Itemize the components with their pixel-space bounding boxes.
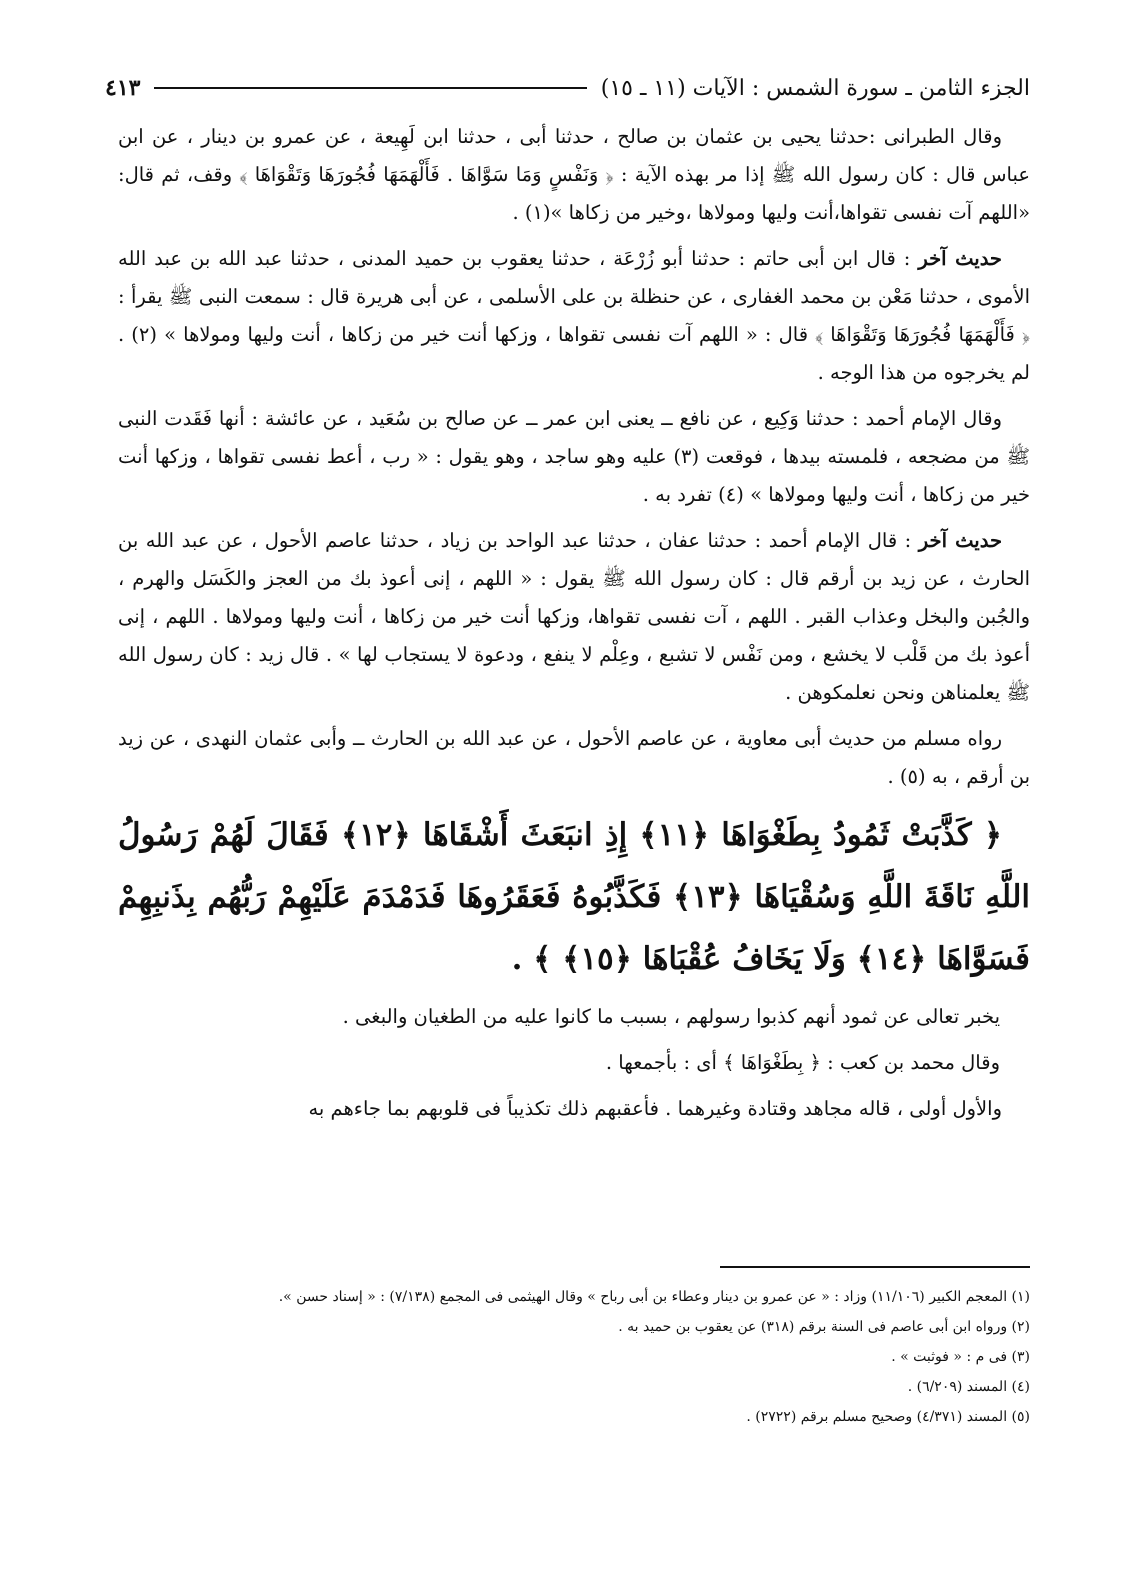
paragraph-text: رواه مسلم من حديث أبى معاوية ، عن عاصم الأحول ، عن عبد الله بن الحارث ــ وأبى عثمان النهدى ، عن زيد بن أرقم ، به (٥) .: [118, 727, 1030, 788]
paragraph-text: : قال الإمام أحمد : حدثنا عفان ، حدثنا عبد الواحد بن زياد ، حدثنا عاصم الأحول ، عن عبد الله بن الحارث ، عن زيد بن أرقم قال : كان رسول الله ﷺ يقول : « اللهم ، إنى أعوذ بك من العجز والكَسَل والهرم ، والجُبن والبخل وعذاب القبر . اللهم ، آت نفسى تقواها، وزكها أنت خير من زكاها ، أنت وليها ومولاها . اللهم ، إنى أعوذ بك من قَلْب لا يخشع ، ومن نَفْس لا تشبع ، وعِلْم لا ينفع ، ودعوة لا يستجاب لها » . قال زيد : كان رسول الله ﷺ يعلمناهن ونحن نعلمكوهن .: [118, 529, 1030, 704]
paragraph-text: : قال ابن أبى حاتم : حدثنا أبو زُرْعَة ، حدثنا يعقوب بن حميد المدنى ، حدثنا عبد الله بن عبد الله الأموى ، حدثنا مَعْن بن محمد الغفارى ، عن حنظلة بن على الأسلمى ، عن أبى هريرة قال : سمعت النبى ﷺ يقرأ : ﴿ فَأَلْهَمَهَا فُجُورَهَا وَتَقْوَاهَا ﴾ قال : « اللهم آت نفسى تقواها ، وزكها أنت خير من زكاها ، أنت وليها ومولاها » (٢) . لم يخرجوه من هذا الوجه .: [118, 247, 1030, 384]
footnote: (٣) فى م : « فوثبت » .: [891, 1349, 1030, 1365]
main-text: [118, 118, 1030, 1136]
paragraph: [118, 240, 1030, 392]
footnotes: [118, 1282, 1030, 1432]
footnote: (٥) المسند (٤/٣٧١) وصحيح مسلم برقم (٢٧٢٢) .: [746, 1409, 1030, 1425]
paragraph-lead: حديث آخر: [918, 247, 1002, 270]
footnote-rule: [720, 1266, 1030, 1268]
header-rule: [154, 87, 586, 89]
commentary-line: وقال محمد بن كعب : ﴿ بِطَغْوَاهَا ﴾ أى : بأجمعها .: [605, 1051, 1000, 1074]
quran-verse: ﴿ كَذَّبَتْ ثَمُودُ بِطَغْوَاهَا ﴿١١﴾ إِذِ انبَعَثَ أَشْقَاهَا ﴿١٢﴾ فَقَالَ لَهُمْ رَسُولُ اللَّهِ نَاقَةَ اللَّهِ وَسُقْيَاهَا ﴿١٣﴾ فَكَذَّبُوهُ فَعَقَرُوهَا فَدَمْدَمَ عَلَيْهِمْ رَبُّهُم بِذَنبِهِمْ فَسَوَّاهَا ﴿١٤﴾ وَلَا يَخَافُ عُقْبَاهَا ﴿١٥﴾ ﴾ .: [118, 817, 1030, 977]
commentary-line: والأول أولى ، قاله مجاهد وقتادة وغيرهما . فأعقبهم ذلك تكذيباً فى قلوبهم بما جاءهم به: [308, 1097, 1002, 1120]
paragraph-text: وقال الإمام أحمد : حدثنا وَكِيع ، عن نافع ــ يعنى ابن عمر ــ عن صالح بن سُعَيد ، عن عائشة : أنها فَقَدت النبى ﷺ من مضجعه ، فلمسته بيدها ، فوقعت (٣) عليه وهو ساجد ، وهو يقول : « رب ، أعط نفسى تقواها ، وزكها أنت خير من زكاها ، أنت وليها ومولاها » (٤) تفرد به .: [118, 407, 1031, 506]
running-header: [105, 68, 1030, 108]
footnote: (٤) المسند (٦/٢٠٩) .: [907, 1379, 1030, 1395]
paragraph-text: وقال الطبرانى :حدثنا يحيى بن عثمان بن صالح ، حدثنا أبى ، حدثنا ابن لَهِيعة ، عن عمرو بن دينار ، عن ابن عباس قال : كان رسول الله ﷺ إذا مر بهذه الآية : ﴿ وَنَفْسٍ وَمَا سَوَّاهَا . فَأَلْهَمَهَا فُجُورَهَا وَتَقْوَاهَا ﴾ وقف، ثم قال: «اللهم آت نفسى تقواها،أنت وليها ومولاها ،وخير من زكاها »(١) .: [118, 125, 1030, 224]
header-title: الجزء الثامن ـ سورة الشمس : الآيات (١١ ـ ١٥): [600, 75, 1030, 101]
footnote: (٢) ورواه ابن أبى عاصم فى السنة برقم (٣١٨) عن يعقوب بن حميد به .: [618, 1319, 1030, 1335]
paragraph: [118, 118, 1030, 232]
paragraph: [118, 522, 1030, 712]
paragraph: [118, 720, 1030, 796]
paragraph-lead: حديث آخر: [918, 529, 1002, 552]
footnote: (١) المعجم الكبير (١١/١٠٦) وزاد : « عن عمرو بن دينار وعطاء بن أبى رباح » وقال الهيثمى فى المجمع (٧/١٣٨) : « إسناد حسن ».: [278, 1289, 1030, 1305]
paragraph: [118, 400, 1030, 514]
commentary-line: يخبر تعالى عن ثمود أنهم كذبوا رسولهم ، بسبب ما كانوا عليه من الطغيان والبغى .: [342, 1005, 1000, 1028]
page-number: ٤١٣: [105, 75, 141, 101]
